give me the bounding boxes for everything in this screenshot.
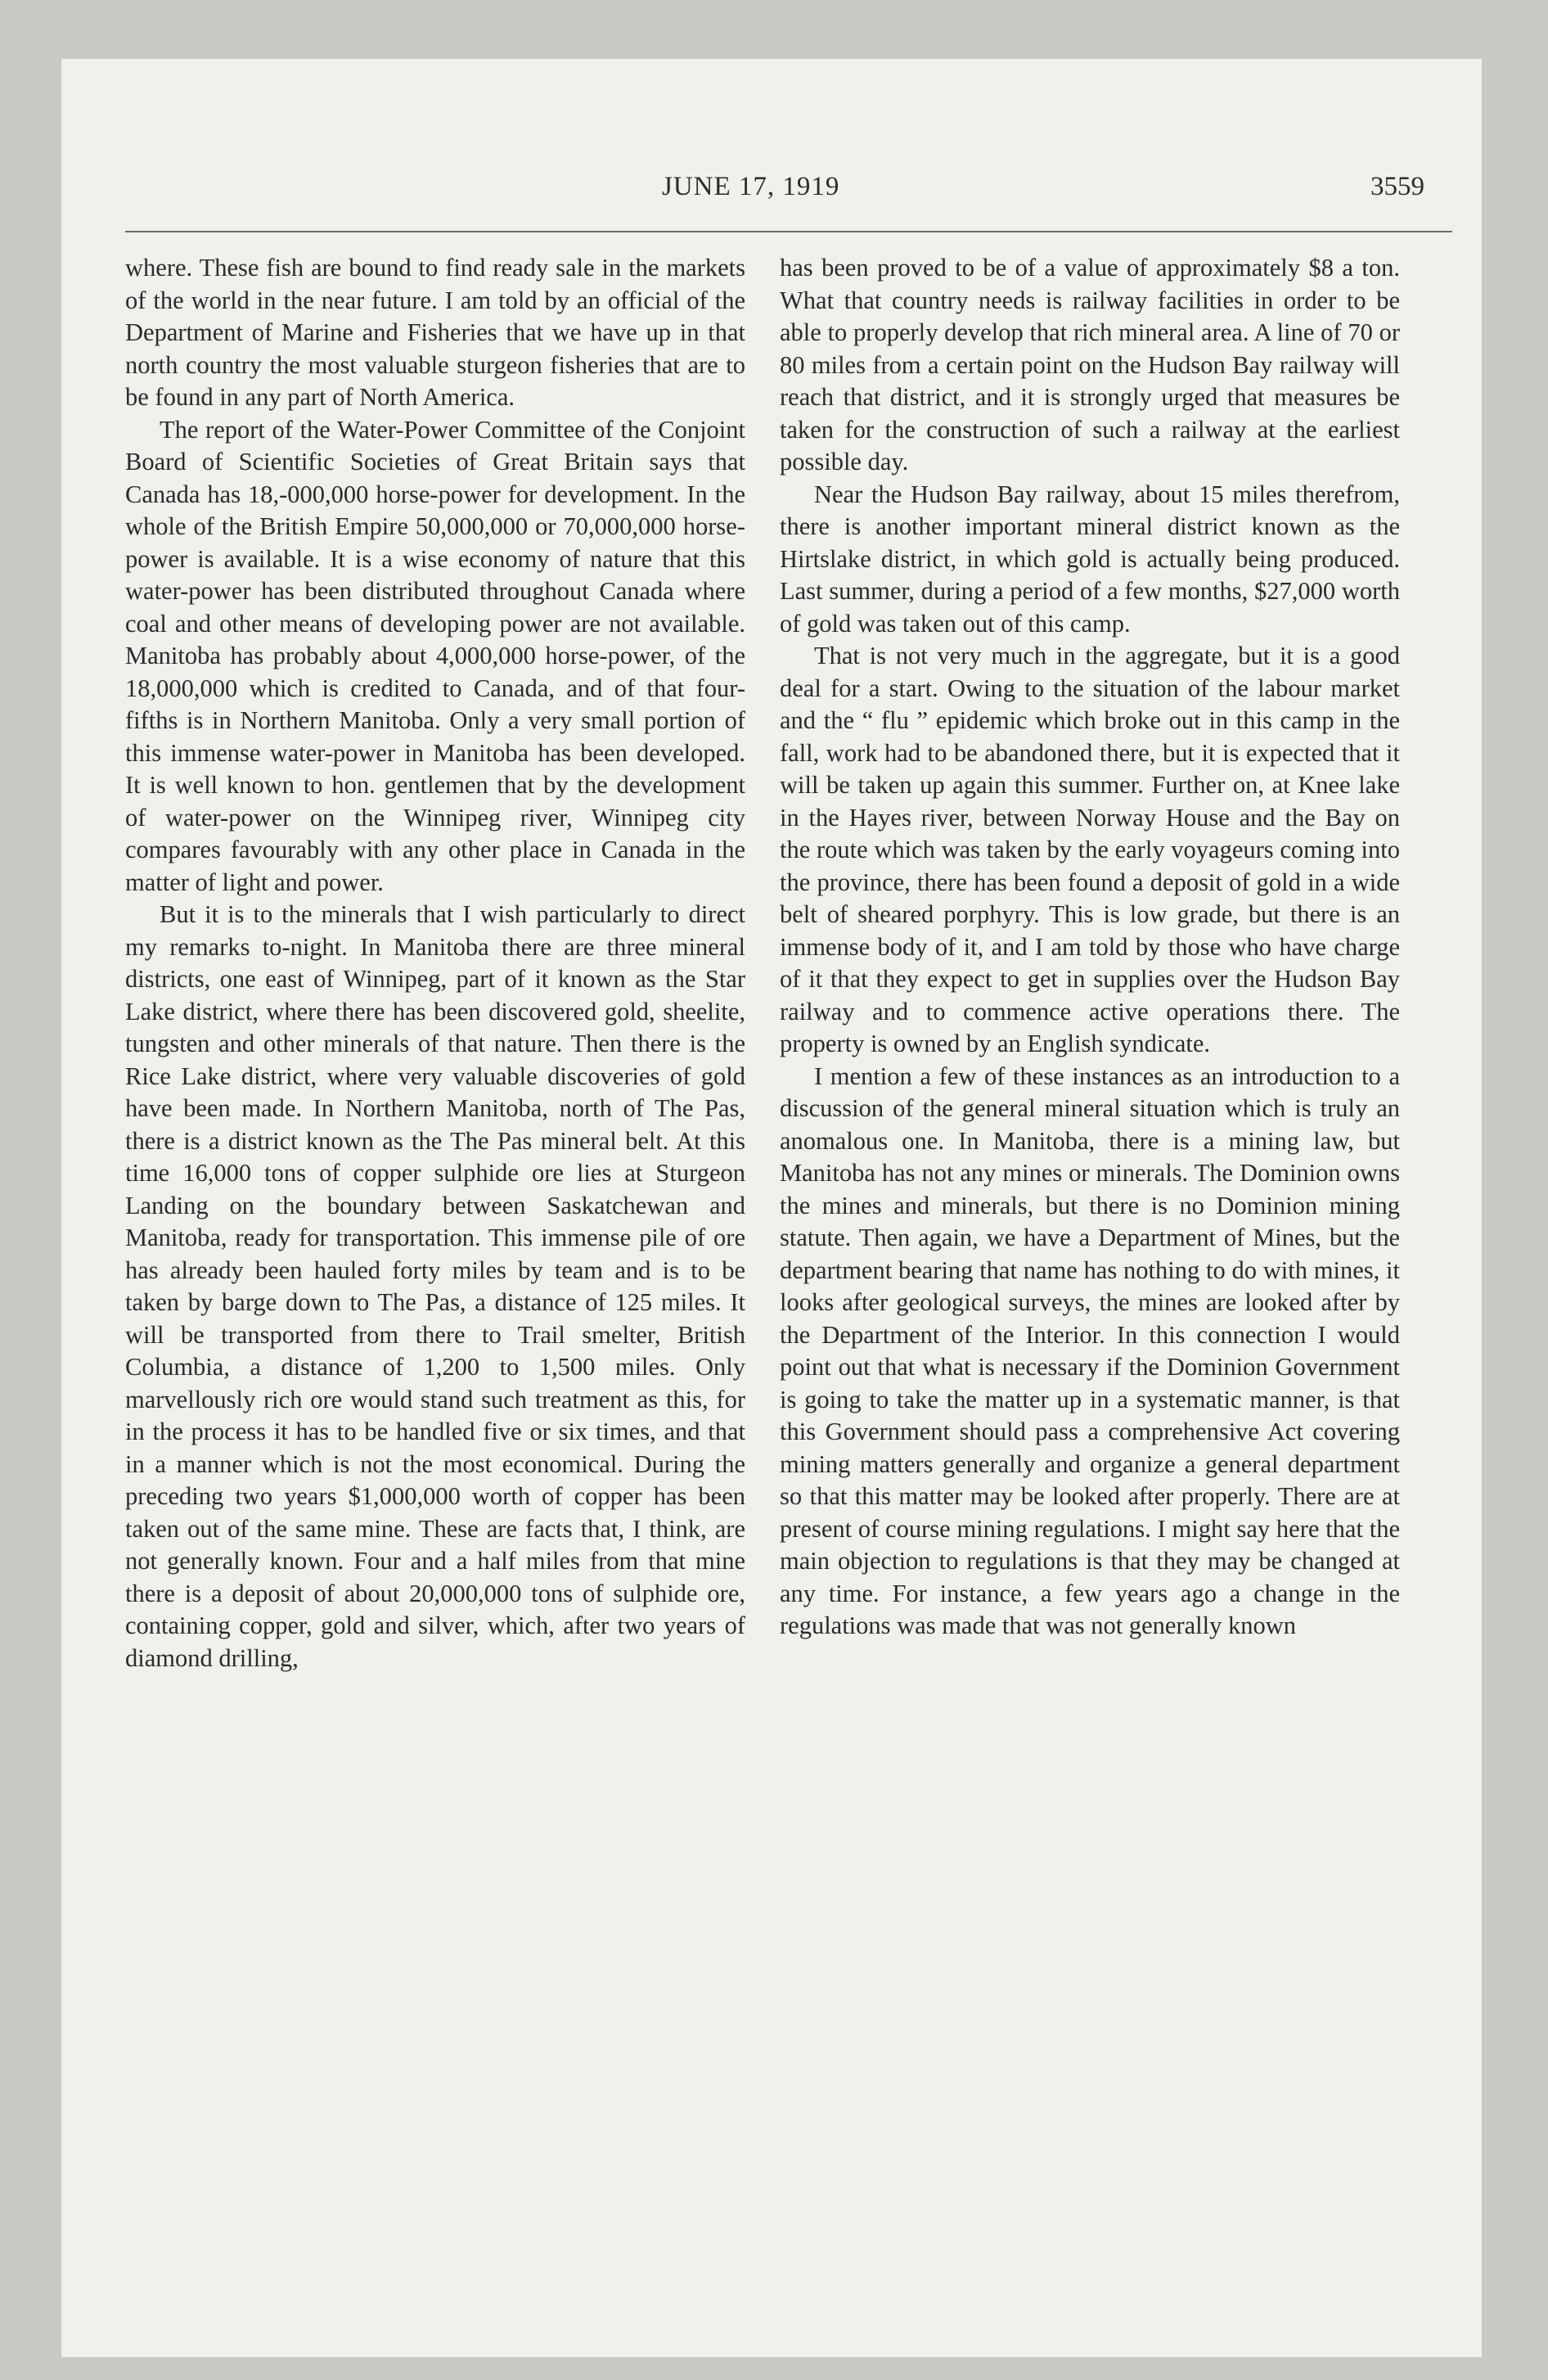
paragraph: But it is to the minerals that I wish particularly to direct my remarks to-night. In Manitoba there are three mineral districts, one east of Winnipeg, part of it known as the Star Lake district, where there has been discovered gold, sheelite, tungsten and other minerals of that nature. Then there is the Rice Lake district, where very valuable discoveries of gold have been made. In Northern Manitoba, north of The Pas, there is a district known as the The Pas mineral belt. At this time 16,000 tons of copper sulphide ore lies at Sturgeon Landing on the boundary between Saskatchewan and Manitoba, ready for transportation. This immense pile of ore has already been hauled forty miles by team and is to be taken by barge down to The Pas, a distance of 125 miles. It will be transported from there to Trail smelter, British Columbia, a distance of 1,200 to 1,500 miles. Only marvellously rich ore would stand such treatment as this, for in the process it has to be handled five or six times, and that in a manner which is not the most economical. During the preceding two years $1,000,000 worth of copper has been taken out of the same mine. These are facts that, I think, are not generally known. Four and a half miles from that mine there is a deposit of about 20,000,000 tons of sulphide ore, containing copper, gold and silver, which, after two years of diamond drilling,	[125, 900, 745, 1672]
right-column	[780, 252, 1400, 1643]
paragraph: The report of the Water-Power Committee of the Conjoint Board of Scientific Societies of Great Britain says that Canada has 18,-000,000 horse-power for development. In the whole of the British Empire 50,000,000 or 70,000,000 horse-power is available. It is a wise economy of nature that this water-power has been distributed throughout Canada where coal and other means of developing power are not available. Manitoba has probably about 4,000,000 horse-power, of the 18,000,000 which is credited to Canada, and of that four-fifths is in Northern Manitoba. Only a very small portion of this immense water-power in Manitoba has been developed. It is well known to hon. gentlemen that by the development of water-power on the Winnipeg river, Winnipeg city compares favourably with any other place in Canada in the matter of light and power.	[125, 415, 745, 896]
paragraph: where. These fish are bound to find ready sale in the markets of the world in the near future. I am told by an official of the Department of Marine and Fisheries that we have up in that north country the most valuable sturgeon fisheries that are to be found in any part of North America.	[125, 254, 745, 411]
paragraph: I mention a few of these instances as an introduction to a discussion of the general mineral situation which is truly an anomalous one. In Manitoba, there is a mining law, but Manitoba has not any mines or minerals. The Dominion owns the mines and minerals, but there is no Dominion mining statute. Then again, we have a Department of Mines, but the department bearing that name has nothing to do with mines, it looks after geological surveys, the mines are looked after by the Department of the Interior. In this connection I would point out that what is necessary if the Dominion Government is going to take the matter up in a systematic manner, is that this Government should pass a comprehensive Act covering mining matters generally and organize a general department so that this matter may be looked after properly. There are at present of course mining regulations. I might say here that the main objection to regulations is that they may be changed at any time. For instance, a few years ago a change in the regulations was made that was not generally known	[780, 1062, 1400, 1639]
page-number: 3559	[1370, 172, 1424, 201]
left-column	[125, 252, 745, 1675]
header-rule	[125, 231, 1452, 232]
header-date: JUNE 17, 1919	[662, 172, 840, 201]
paragraph: Near the Hudson Bay railway, about 15 miles therefrom, there is another important mineral district known as the Hirtslake district, in which gold is actually being produced. Last summer, during a period of a few months, $27,000 worth of gold was taken out of this camp.	[780, 480, 1400, 638]
document-page	[61, 59, 1482, 2357]
paragraph: has been proved to be of a value of approximately $8 a ton. What that country needs is railway facilities in order to be able to properly develop that rich mineral area. A line of 70 or 80 miles from a certain point on the Hudson Bay railway will reach that district, and it is strongly urged that measures be taken for the construction of such a railway at the earliest possible day.	[780, 254, 1400, 476]
paragraph: That is not very much in the aggregate, but it is a good deal for a start. Owing to the situation of the labour market and the “ flu ” epidemic which broke out in this camp in the fall, work had to be abandoned there, but it is expected that it will be taken up again this summer. Further on, at Knee lake in the Hayes river, between Norway House and the Bay on the route which was taken by the early voyageurs coming into the province, there has been found a deposit of gold in a wide belt of sheared porphyry. This is low grade, but there is an immense body of it, and I am told by those who have charge of it that they expect to get in supplies over the Hudson Bay railway and to commence active operations there. The property is owned by an English syndicate.	[780, 642, 1400, 1057]
